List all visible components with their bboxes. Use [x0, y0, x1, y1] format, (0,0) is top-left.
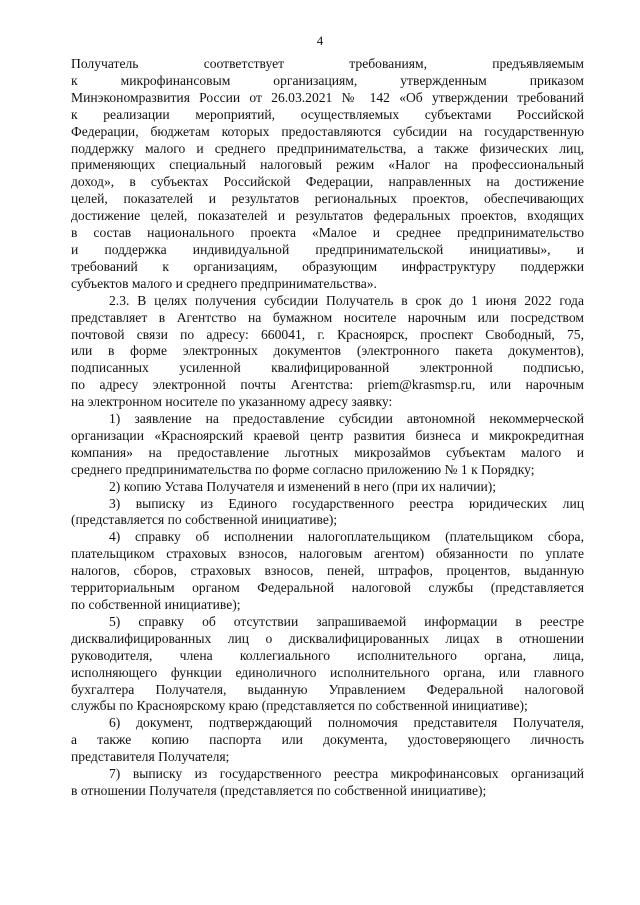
text-line: почтовой связи по адресу: 660041, г. Красноярск, проспект Свободный, 75, [71, 326, 584, 342]
text-line: 2) копию Устава Получателя и изменений в него (при их наличии); [109, 478, 497, 494]
text-line: 5) справку об отсутствии запрашиваемой информации в реестре [109, 613, 584, 629]
text-line: к микрофинансовым организациям, утвержденным приказом [71, 72, 584, 88]
paragraph-p-item-6 [71, 715, 584, 766]
text-line: 2.3. В целях получения субсидии Получатель в срок до 1 июня 2022 года [109, 292, 584, 308]
text-line: на электронном носителе по указанному адресу заявку: [71, 394, 393, 410]
text-line: (представляется по собственной инициативе); [71, 512, 338, 528]
text-line: исполняющего функции единоличного исполнительного органа, или главного [71, 664, 584, 680]
paragraph-p-item-5 [71, 614, 584, 715]
text-line: Федерации, бюджетам которых предоставляются субсидии на государственную [71, 123, 584, 139]
text-line: целей, показателей и результатов региональных проектов, обеспечивающих [71, 191, 584, 207]
text-line: к реализации мероприятий, осуществляемых субъектами Российской [71, 106, 584, 122]
text-line: достижение целей, показателей и результатов федеральных проектов, входящих [71, 208, 584, 224]
text-line: требований к организациям, образующим инфраструктуру поддержки [71, 258, 584, 274]
text-line: а также копию паспорта или документа, удостоверяющего личность [71, 732, 584, 748]
text-line: компания» на предоставление льготных микрозаймов субъектам малого и [71, 444, 584, 460]
text-line: представляет в Агентство на бумажном носителе нарочным или посредством [71, 309, 584, 325]
text-line: 7) выписку из государственного реестра микрофинансовых организаций [109, 766, 584, 782]
text-line: территориальным органом Федеральной налоговой службы (представляется [71, 580, 584, 596]
text-line: 1) заявление на предоставление субсидии автономной некоммерческой [109, 411, 584, 427]
text-line: среднего предпринимательства по форме согласно приложению № 1 к Порядку; [71, 461, 535, 477]
paragraph-p-item-1 [71, 411, 584, 479]
document-body [71, 56, 584, 800]
text-line: в отношении Получателя (представляется по собственной инициативе); [71, 782, 487, 798]
text-line: доход», в субъектах Российской Федерации, направленных на достижение [71, 174, 584, 190]
text-line: или в форме электронных документов (электронного пакета документов), [71, 343, 584, 359]
text-line: дисквалифицированных лиц о дисквалифицированных лицах в отношении [71, 630, 584, 646]
text-line: поддержку малого и среднего предпринимательства, а также физических лиц, [71, 140, 584, 156]
text-line: и поддержка индивидуальной предпринимательской инициативы», и [71, 241, 584, 257]
text-line: службы по Красноярскому краю (представляется по собственной инициативе); [71, 698, 528, 714]
paragraph-p-item-3 [71, 496, 584, 530]
text-line: налогов, сборов, страховых взносов, пеней, штрафов, процентов, выданную [71, 563, 584, 579]
text-line: применяющих специальный налоговый режим «Налог на профессиональный [71, 157, 584, 173]
text-line: подписанных усиленной квалифицированной электронной подписью, [71, 360, 584, 376]
text-line: бухгалтера Получателя, выданную Управлением Федеральной налоговой [71, 681, 584, 697]
text-line: 4) справку об исполнении налогоплательщиком (плательщиком сбора, [109, 529, 584, 545]
paragraph-p-requirements [71, 56, 584, 293]
text-line: Минэкономразвития России от 26.03.2021 № 142 «Об утверждении требований [71, 89, 584, 105]
text-line: в состав национального проекта «Малое и среднее предпринимательство [71, 225, 584, 241]
paragraph-p-2-3 [71, 293, 584, 411]
text-line: организации «Красноярский краевой центр развития бизнеса и микрокредитная [71, 427, 584, 443]
text-line: 6) документ, подтверждающий полномочия представителя Получателя, [109, 715, 584, 731]
text-line: плательщиком страховых взносов, налоговым агентом) обязанности по уплате [71, 546, 584, 562]
text-line: руководителя, члена коллегиального исполнительного органа, лица, [71, 647, 584, 663]
text-line: по адресу электронной почты Агентства: priem@krasmsp.ru, или нарочным [71, 377, 584, 393]
paragraph-p-item-4 [71, 529, 584, 614]
paragraph-p-item-2 [71, 479, 584, 496]
page-number: 4 [316, 33, 324, 48]
text-line: 3) выписку из Единого государственного реестра юридических лиц [109, 495, 584, 511]
text-line: по собственной инициативе); [71, 597, 241, 612]
text-line: субъектов малого и среднего предпринимательства». [71, 275, 377, 291]
paragraph-p-item-7 [71, 766, 584, 800]
text-line: Получатель соответствует требованиям, предъявляемым [71, 56, 584, 71]
text-line: представителя Получателя; [71, 749, 230, 765]
